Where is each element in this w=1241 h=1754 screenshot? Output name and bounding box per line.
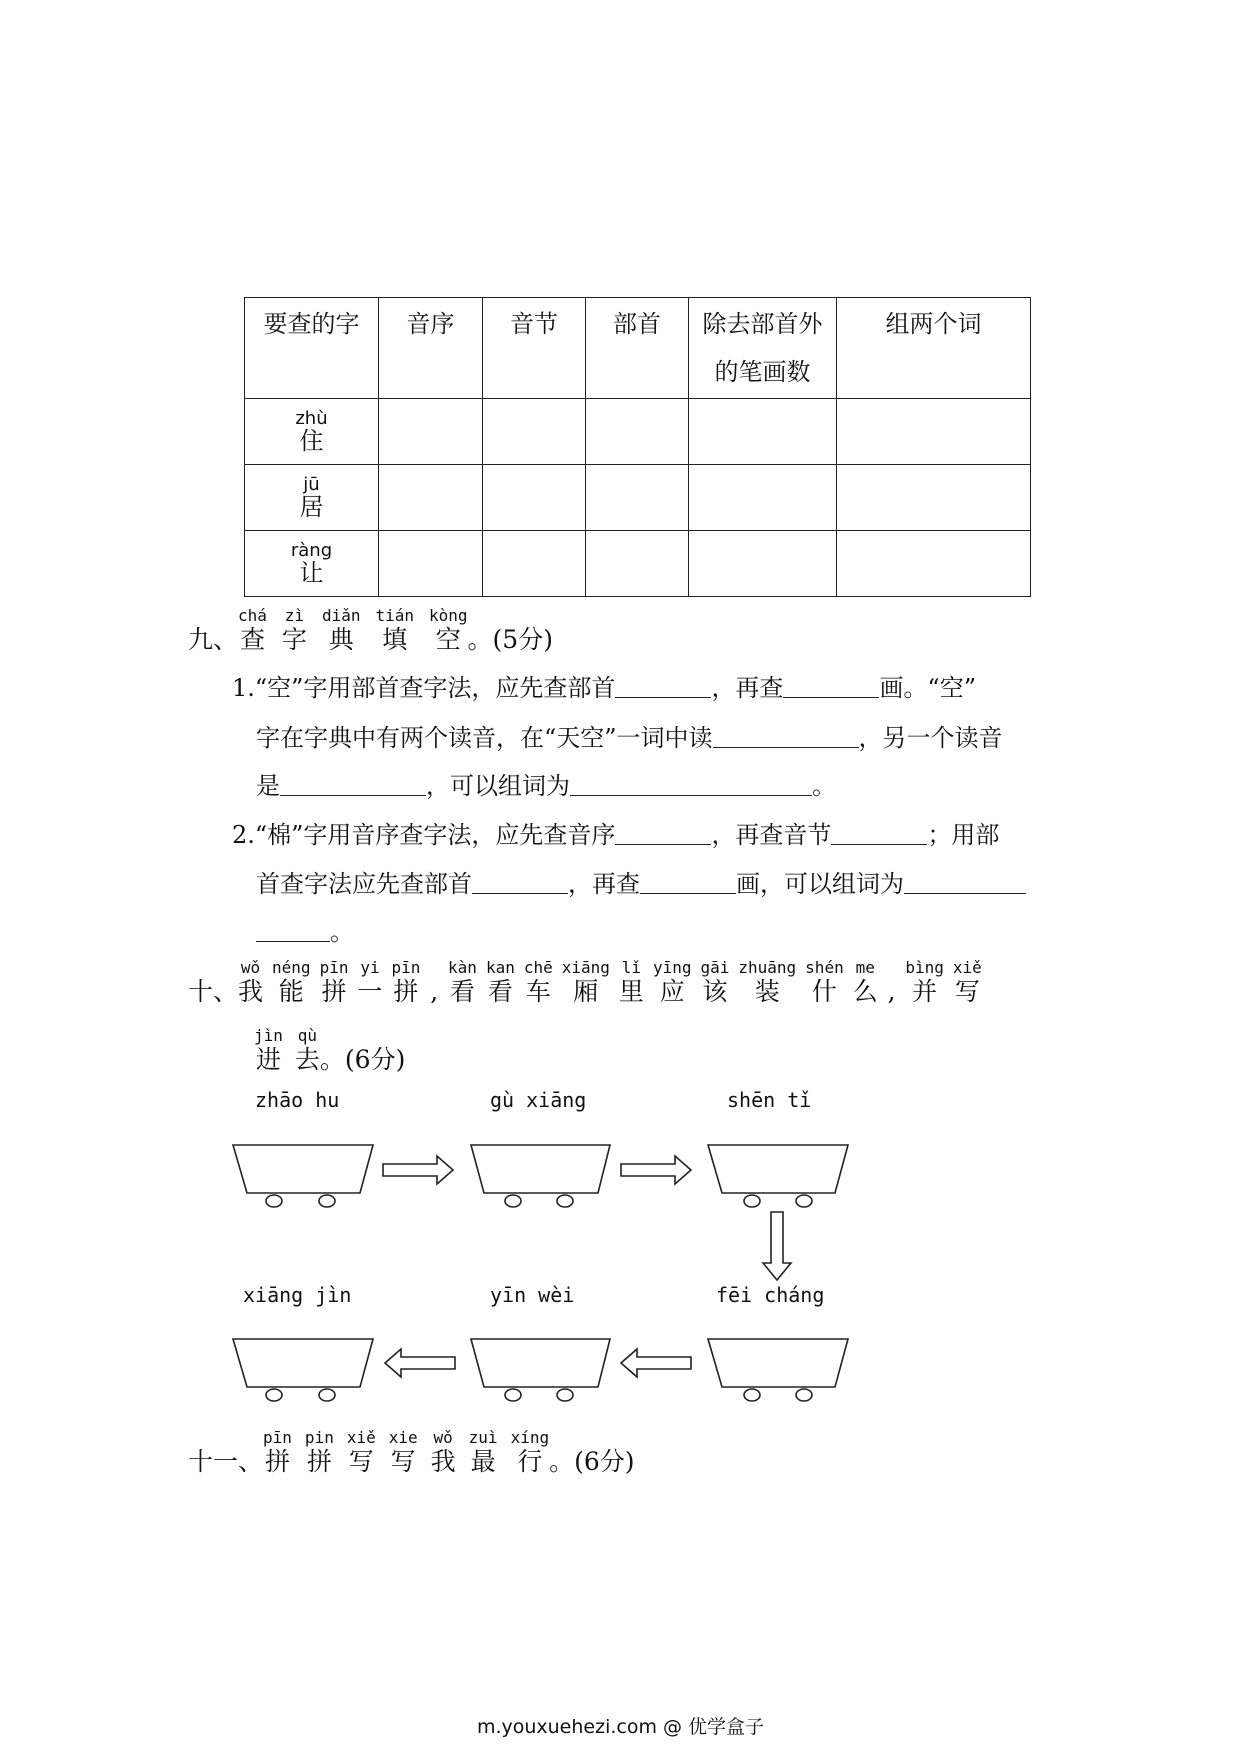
carriage-label: shēn tǐ	[727, 1088, 812, 1112]
hanzi-text: 看	[487, 977, 513, 1006]
hanzi-text: ,	[887, 977, 896, 1006]
train-carriage[interactable]	[708, 1339, 848, 1401]
train-carriage[interactable]	[233, 1145, 373, 1207]
pinyin-text: néng	[272, 958, 311, 977]
hanzi-text: 写	[348, 1447, 374, 1476]
carriage-label: yīn wèi	[490, 1283, 575, 1307]
pinyin-text: pīn	[391, 958, 421, 977]
pinyin-text: pin	[304, 1428, 334, 1447]
pinyin-text: kàn	[448, 958, 477, 977]
carriage-label: xiāng jìn	[243, 1283, 352, 1307]
q11-number: 十一、	[188, 1447, 264, 1476]
carriage-label: zhāo hu	[255, 1088, 340, 1112]
arrow-left-icon	[621, 1349, 691, 1377]
pinyin-text: yīng	[652, 958, 692, 977]
hanzi-text: 进	[255, 1045, 281, 1074]
pinyin-text: bìng	[905, 958, 944, 977]
arrow-down-icon	[763, 1212, 791, 1280]
pinyin-text: xiāng	[561, 958, 610, 977]
char-pinyin: zhù	[295, 408, 328, 429]
header-line: 除去部首外	[702, 310, 823, 338]
hanzi-text: 看	[449, 977, 475, 1006]
pinyin-char-group	[263, 1430, 292, 1474]
q9-item1-line2: 字在字典中有两个读音，在“天空”一词中读 ，另一个读音	[256, 724, 1003, 752]
hanzi-text: 厢	[573, 977, 599, 1006]
hanzi-text: 拼	[321, 977, 347, 1006]
pinyin-char-group	[431, 1430, 456, 1474]
hanzi-text: 应	[659, 977, 685, 1006]
pinyin-text: lǐ	[621, 958, 642, 977]
pinyin-text: xie	[388, 1428, 418, 1447]
train-carriage[interactable]	[708, 1145, 848, 1207]
pinyin-text: shén	[805, 958, 844, 977]
pinyin-text: xíng	[510, 1428, 550, 1447]
footer-watermark: m.youxuehezi.com @ 优学盒子	[476, 1716, 765, 1738]
train-carriage[interactable]	[471, 1145, 610, 1207]
hanzi-text: 我	[430, 1447, 456, 1476]
header-cell: 音序	[379, 298, 483, 399]
pinyin-text: me	[855, 958, 875, 977]
arrow-left-icon	[385, 1349, 455, 1377]
pinyin-text: tián	[375, 606, 414, 625]
hanzi-text: 行	[517, 1447, 543, 1476]
pinyin-text: yi	[360, 958, 380, 977]
hanzi-text: 写	[390, 1447, 416, 1476]
hanzi-text: 并	[912, 977, 938, 1006]
pinyin-text: pīn	[319, 958, 349, 977]
hanzi-text: 字	[281, 625, 307, 654]
header-cell: 音节	[483, 298, 586, 399]
q9-item1-line3: 是 ，可以组词为 。	[256, 772, 836, 800]
header-line: 的笔画数	[714, 358, 811, 386]
pinyin-text: zhuāng	[738, 958, 797, 977]
hanzi-text: 典	[328, 625, 354, 654]
pinyin-text: chá	[238, 606, 267, 625]
q9-item2-line1: 2.“棉”字用音序查字法，应先查音序 ，再查音节 ；用部	[232, 821, 1000, 849]
carriage-label: gù xiāng	[490, 1088, 587, 1112]
q10-score: 。(6分)	[319, 1045, 406, 1074]
q9-item2-line3: 。	[256, 912, 354, 947]
hanzi-text: 拼	[306, 1447, 332, 1476]
pinyin-text: wǒ	[433, 1428, 453, 1447]
hanzi-text: 里	[618, 977, 644, 1006]
hanzi-text: 最	[470, 1447, 496, 1476]
hanzi-text: 查	[239, 625, 265, 654]
pinyin-text: zuì	[468, 1428, 498, 1447]
char-hanzi: 住	[299, 427, 324, 455]
pinyin-char-group	[511, 1430, 550, 1474]
q9-item1-line1: 1.“空”字用部首查字法，应先查部首 ，再查 画。“空”	[232, 674, 976, 702]
hanzi-text: 写	[954, 977, 980, 1006]
hanzi-text: 拼	[264, 1447, 290, 1476]
q11-score: 。(6分)	[549, 1447, 635, 1476]
pinyin-text: gāi	[700, 958, 730, 977]
pinyin-text: diǎn	[321, 606, 361, 625]
char-pinyin: jū	[303, 474, 320, 495]
char-hanzi: 居	[299, 493, 324, 521]
pinyin-char-group	[347, 1430, 376, 1474]
train-carriage[interactable]	[233, 1339, 373, 1401]
arrow-right-icon	[621, 1156, 691, 1184]
hanzi-text: ,	[430, 977, 439, 1006]
q10-number: 十、	[188, 977, 239, 1006]
pinyin-text: kan	[485, 958, 515, 977]
hanzi-text: 能	[278, 977, 304, 1006]
hanzi-text: 该	[702, 977, 728, 1006]
q9-item2-line2: 首查字法应先查部首 ，再查 画，可以组词为	[256, 864, 1026, 899]
hanzi-text: 什	[811, 977, 837, 1006]
pinyin-text: chē	[523, 958, 553, 977]
header-cell: 组两个词	[837, 298, 1031, 399]
header-cell: 要查的字	[245, 298, 379, 399]
carriage-label: fēi cháng	[716, 1283, 825, 1307]
train-carriage[interactable]	[471, 1339, 610, 1401]
char-pinyin: ràng	[290, 540, 333, 561]
arrow-right-icon	[383, 1156, 453, 1184]
q9-number: 九、	[188, 625, 239, 654]
q9-score: 。(5分)	[467, 625, 553, 654]
header-cell: 部首	[586, 298, 689, 399]
hanzi-text: 一	[357, 977, 383, 1006]
hanzi-text: 拼	[393, 977, 419, 1006]
hanzi-text: 装	[754, 977, 780, 1006]
pinyin-text: pīn	[263, 1428, 292, 1447]
pinyin-char-group	[389, 1430, 418, 1474]
pinyin-text: xiě	[346, 1428, 376, 1447]
hanzi-text: 么	[852, 977, 878, 1006]
pinyin-text: jìn	[254, 1026, 283, 1045]
pinyin-text: xiě	[952, 958, 982, 977]
char-hanzi: 让	[299, 559, 324, 587]
pinyin-text: wǒ	[240, 958, 261, 977]
hanzi-text: 填	[382, 625, 408, 654]
hanzi-text: 去	[294, 1045, 320, 1074]
pinyin-char-group	[469, 1430, 498, 1474]
q11-heading	[188, 1430, 635, 1474]
pinyin-text: zì	[284, 606, 305, 625]
hanzi-text: 空	[435, 625, 461, 654]
pinyin-char-group	[305, 1430, 334, 1474]
hanzi-text: 我	[238, 977, 264, 1006]
hanzi-text: 车	[525, 977, 551, 1006]
pinyin-text: kòng	[429, 606, 468, 625]
pinyin-text: qù	[297, 1026, 318, 1045]
